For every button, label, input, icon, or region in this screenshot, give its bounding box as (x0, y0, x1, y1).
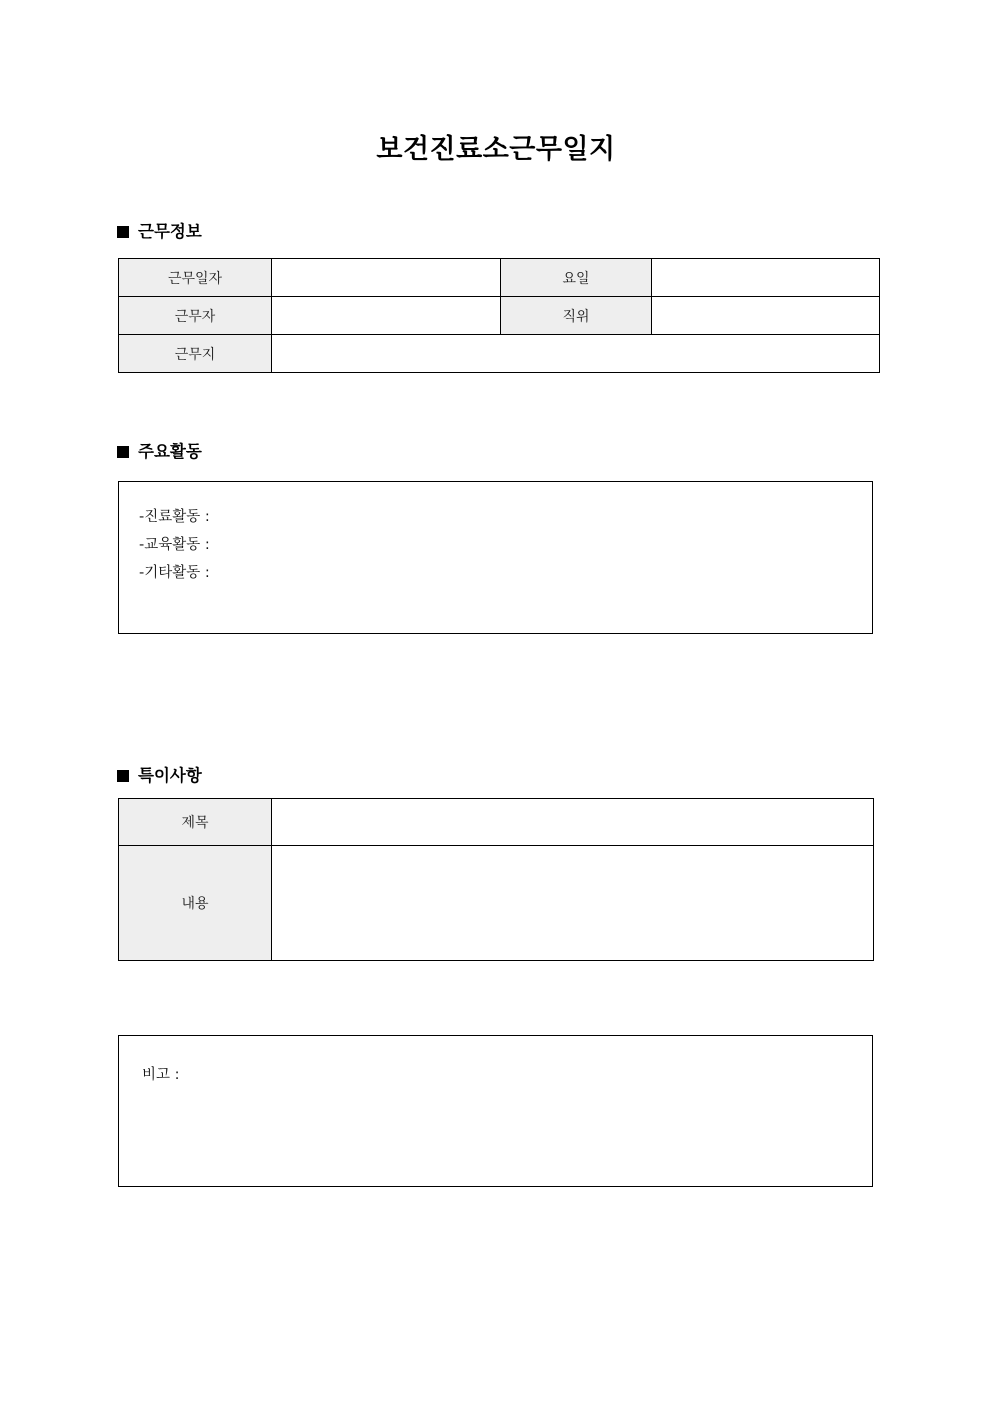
label-note-content: 내용 (119, 846, 272, 961)
activity-line-other: -기타활동 : (139, 564, 210, 581)
activity-line-education: -교육활동 : (139, 536, 210, 553)
label-position: 직위 (501, 297, 652, 335)
field-note-content[interactable] (272, 846, 874, 961)
section-heading-special-notes (117, 766, 202, 786)
work-info-table (118, 258, 880, 373)
square-bullet-icon (117, 770, 129, 782)
section-heading-activities-label: 주요활동 (138, 442, 202, 461)
label-work-place: 근무지 (119, 335, 272, 373)
label-weekday: 요일 (501, 259, 652, 297)
table-row (119, 846, 874, 961)
label-work-date: 근무일자 (119, 259, 272, 297)
square-bullet-icon (117, 226, 129, 238)
table-row (119, 335, 880, 373)
field-work-date[interactable] (272, 259, 501, 297)
activities-entry-box[interactable] (118, 481, 873, 634)
activity-line-medical: -진료활동 : (139, 509, 210, 525)
page-title: 보건진료소근무일지 (376, 134, 616, 165)
field-position[interactable] (652, 297, 880, 335)
section-heading-work-info (117, 222, 202, 242)
label-worker: 근무자 (119, 297, 272, 335)
label-note-title: 제목 (119, 799, 272, 846)
section-heading-special-notes-label: 특이사항 (138, 766, 202, 785)
table-row (119, 799, 874, 846)
special-notes-table (118, 798, 874, 961)
table-row (119, 259, 880, 297)
field-note-title[interactable] (272, 799, 874, 846)
section-heading-work-info-label: 근무정보 (138, 222, 202, 241)
field-worker[interactable] (272, 297, 501, 335)
field-work-place[interactable] (272, 335, 880, 373)
field-weekday[interactable] (652, 259, 880, 297)
table-row (119, 297, 880, 335)
label-remarks: 비고 : (142, 1067, 180, 1083)
square-bullet-icon (117, 446, 129, 458)
remarks-entry-box[interactable] (118, 1035, 873, 1187)
section-heading-activities (117, 442, 202, 462)
